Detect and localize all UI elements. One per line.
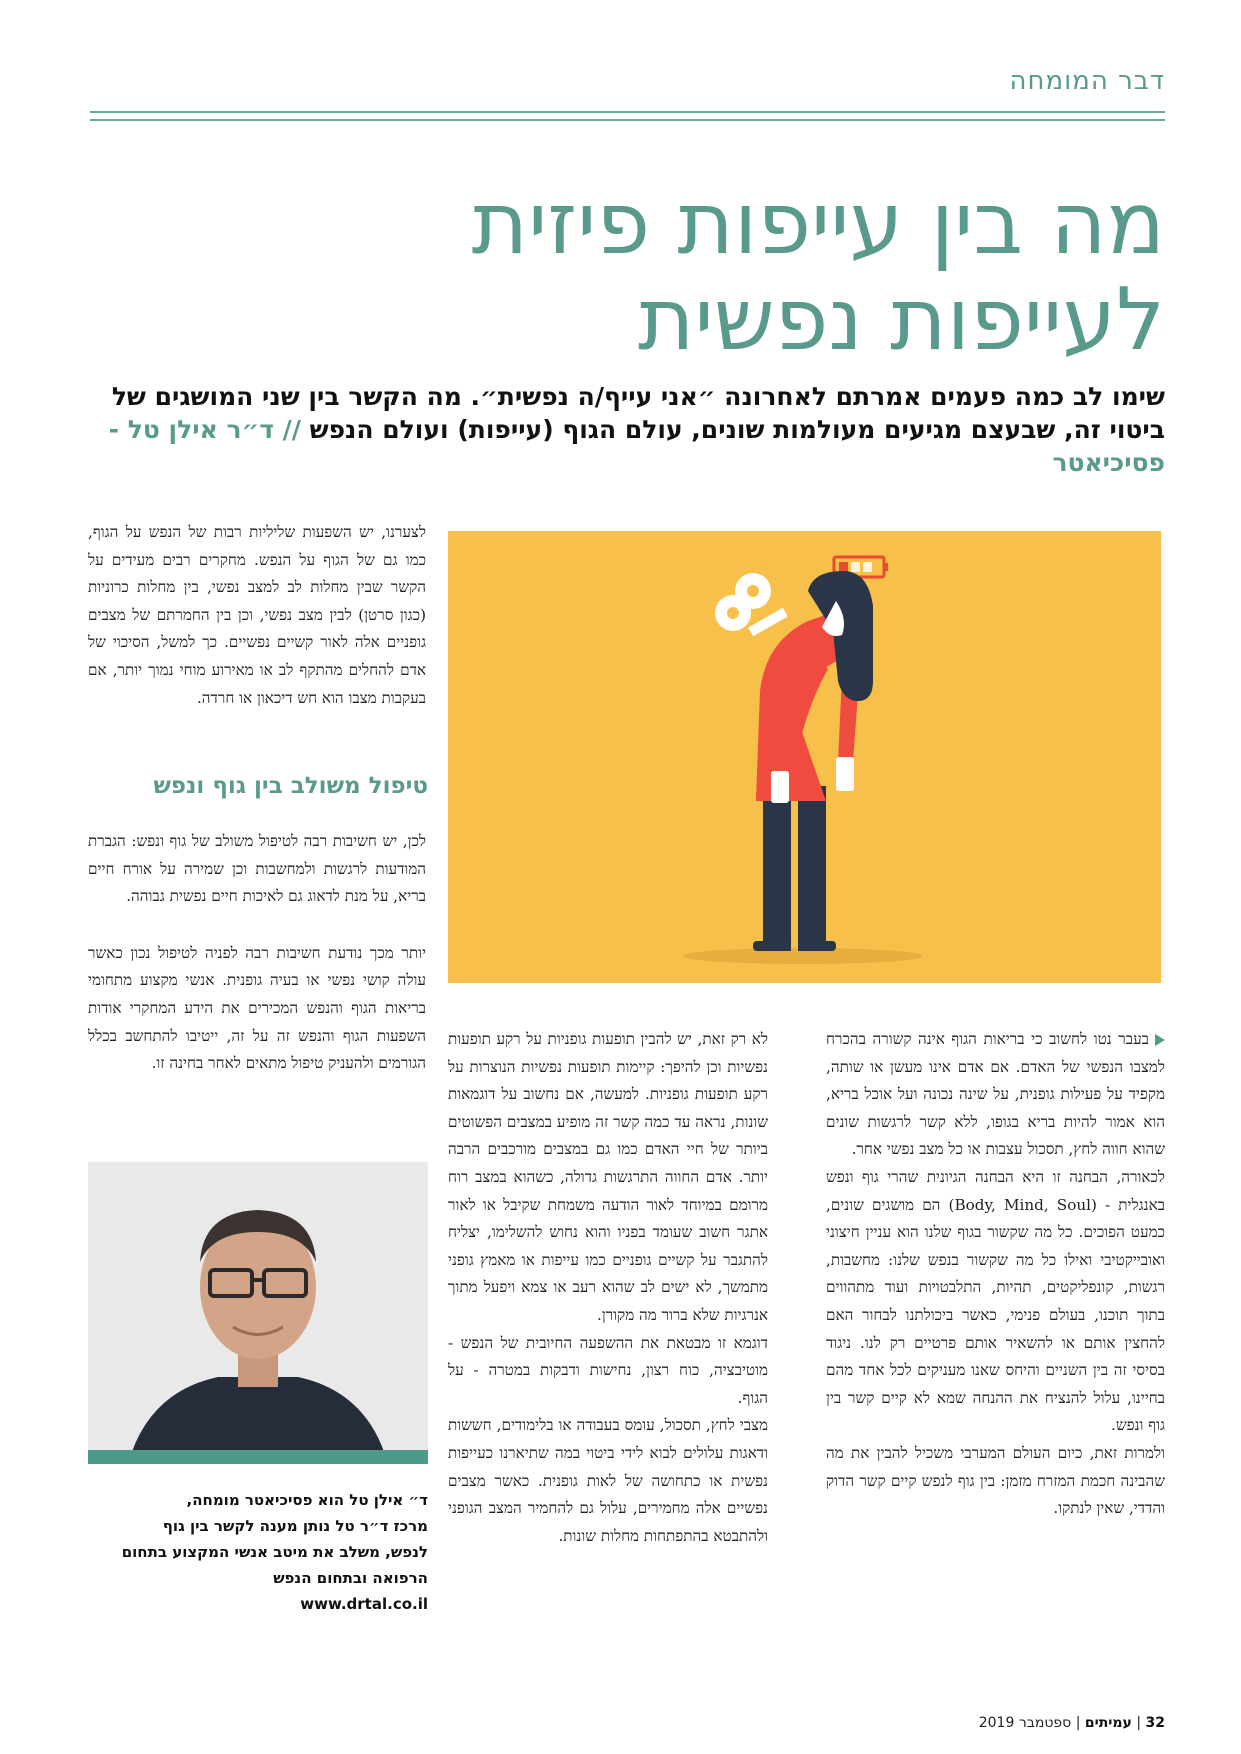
tired-person-icon (448, 531, 1161, 983)
page-number: 32 (1145, 1715, 1165, 1731)
caption-line-1: ד״ אילן טל הוא פסיכיאטר מומחה, (186, 1491, 428, 1509)
intro-paragraph: לצערנו, יש השפעות שליליות רבות של הנפש על הגוף, כמו גם של הגוף על הנפש. מחקרים רבים מעידים על הקשר שבין מחלות לב למצב נפשי, בין מחלות כרוניות (כגון סרטן) לבין מצב נפשי, וכן בין החמרתם של מצבים גופניים אלה לאור קשיים נפשיים. כך למשל, הסיכוי של אדם להחלים מהתקף לב או מאירוע מוחי נמוך יותר, אם בעקבות מצבו הוא חש דיכאון או חרדה. (88, 523, 426, 707)
magazine-name: עמיתים (1084, 1715, 1132, 1731)
right-paragraph-2: לכאורה, הבחנה זו היא הבחנה הגיונית שהרי גוף ונפש באנגלית - (Body, Mind, Soul) הם מושגים שונים, כמעט הפוכים. כל מה שקשור בגוף שלנו הוא עניין חיצוני ואובייקטיבי ואילו כל מה שקשור בנפש שלנו: מחשבות, רגשות, קונפליקטים, תהיות, התלבטויות ועוד מתהווים בתוך תוכנו, בעולם פנימי, כאשר ביכולתנו לבחור האם להחצין אותם או להשאיר אותם פרטיים רק לנו. ניגוד בסיסי זה בין השניים והיחס שאנו מעניקים לכל אחד מהם בחיינו, עלול להנציח את ההנחה שמא לא קיים קשר בין גוף ונפש. (826, 1167, 1165, 1435)
title-line-2: לעייפות נפשית (637, 270, 1165, 370)
footer-separator-2: | (1071, 1715, 1081, 1731)
intro-column (88, 519, 426, 712)
issue-date: ספטמבר 2019 (978, 1715, 1072, 1731)
author-photo (88, 1162, 428, 1464)
author-caption (88, 1487, 428, 1617)
photo-accent-bar (88, 1450, 428, 1464)
middle-paragraph-2: דוגמא זו מבטאת את ההשפעה החיובית של הנפש - מוטיבציה, כוח רצון, נחישות ודבקות במטרה - על הגוף. (448, 1333, 768, 1407)
author-portrait-icon (88, 1162, 428, 1464)
treatment-paragraph-1: לכן, יש חשיבות רבה לטיפול משולב של גוף ונפש: הגברת המודעות לרגשות ולמחשבות וכן שמירה על אורח חיים בריא, על מנת לדאוג גם לאיכות חיים נפשית גבוהה. (88, 832, 426, 906)
treatment-paragraph-2: יותר מכך נודעת חשיבות רבה לפניה לטיפול נכון כאשר עולה קושי נפשי או בעיה גופנית. אנשי מקצוע מתחומי בריאות הגוף והנפש המכירים את הידע המחקרי אודות השפעות הגוף והנפש זה על זה, ייטיבו להתחשב בכלל הגורמים ולהעניק טיפול מתאים לאחר בחינה זו. (88, 943, 426, 1073)
article-lead (105, 380, 1165, 479)
author-website-link[interactable]: www.drtal.co.il (300, 1595, 428, 1613)
middle-paragraph-1: לא רק זאת, יש להבין תופעות גופניות על רקע תופעות נפשיות וכן להיפך: קיימות תופעות נפשיות הנוצרות על רקע תופעות גופניות. למעשה, אם נחשוב על דוגמאות שונות, נראה עד כמה קשר זה מופיע במצבים הפשוטים ביותר של חיי האדם כמו גם במצבים מורכבים הרבה יותר. אדם החווה התרגשות גדולה, כשהוא במצב רוח מרומם במיוחד לאור הודעה משמחת שקיבל או לאור אתגר חשוב שעומד בפניו והוא נחוש להשלימו, יצליח להתגבר על קשיים גופניים כמו עייפות או מאמץ גופני מתמשך, לא ישים לב שהוא רעב או צמא ויפעל מתוך אנרגיות שלא ברור מה מקורן. (448, 1030, 768, 1324)
caption-line-4: הרפואה ובתחום הנפש (273, 1569, 428, 1587)
middle-column (448, 1026, 768, 1550)
paragraph-marker-icon (1155, 1034, 1165, 1046)
right-paragraph-1-text: בעבר נטו לחשוב כי בריאות הגוף אינה קשורה בהכרח למצבו הנפשי של האדם. אם אדם אינו מעשן או שותה, מקפיד על פעילות גופנית, על שינה נכונה ועל אוכל בריא, הוא אמור להיות בריא בגופו, ללא קשר לרגשות שונים שהוא חווה לחץ, תסכול עצבות או כל מצב נפשי אחר. (826, 1030, 1165, 1159)
footer-separator: | (1131, 1715, 1142, 1731)
lead-text: שימו לב כמה פעמים אמרתם לאחרונה ״אני עייף/ה נפשית״. מה הקשר בין שני המושגים של ביטוי זה, שבעצם מגיעים מעולמות שונים, עולם הגוף (עייפות) ועולם הנפש (111, 382, 1165, 444)
caption-line-3: לנפש, משלב את מיטב אנשי המקצוע בתחום (121, 1543, 428, 1561)
page-footer (979, 1715, 1165, 1731)
article-title (165, 176, 1165, 368)
subheading: טיפול משולב בין גוף ונפש (153, 773, 428, 799)
byline: // ד״ר אילן טל - פסיכיאטר (108, 415, 1165, 477)
middle-paragraph-3: מצבי לחץ, תסכול, עומס בעבודה או בלימודים, חששות ודאגות עלולים לבוא לידי ביטוי במה שתיארנו כעייפות נפשית או כתחושה של לאות גופנית. כאשר מצבים נפשיים אלה מחמירים, עלול גם להחמיר המצב הגופני ולהתבטא בהתפתחות מחלות שונות. (448, 1416, 768, 1545)
right-column (826, 1026, 1165, 1523)
right-paragraph-3: ולמרות זאת, כיום העולם המערבי משכיל להבין את מה שהבינה חכמת המזרח מזמן: בין גוף לנפש קיים קשר הדוק והדדי, שאין לנתקו. (826, 1443, 1165, 1518)
right-paragraph-1 (826, 1026, 1165, 1164)
caption-line-2: מרכז ד״ר טל נותן מענה לקשר בין גוף (162, 1517, 428, 1535)
section-label: דבר המומחה (1009, 66, 1165, 96)
header-rule-top (90, 111, 1165, 113)
title-line-1: מה בין עייפות פיזית (471, 174, 1165, 274)
illustration (448, 531, 1161, 983)
treatment-column (88, 828, 426, 1078)
windup-key-icon (715, 573, 788, 636)
header-rule-bottom (90, 119, 1165, 121)
